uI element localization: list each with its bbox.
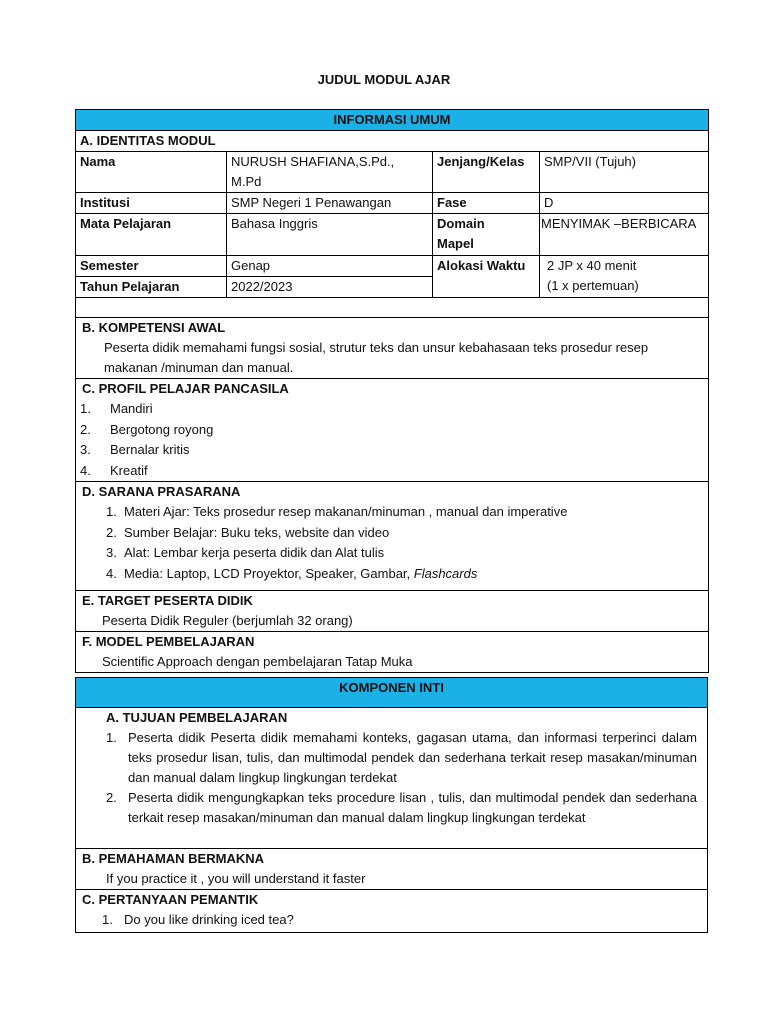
kompetensi-section: [76, 318, 709, 379]
profil-item: 4. Kreatif: [80, 462, 148, 478]
mapel-label: Mata Pelajaran: [76, 214, 227, 256]
pemahaman-text: If you practice it , you will understand it faster: [106, 871, 366, 886]
institusi-label: Institusi: [76, 193, 227, 214]
semester-label: Semester: [76, 256, 227, 277]
informasi-umum-header: INFORMASI UMUM: [76, 110, 709, 131]
domain-label-line2: Mapel: [437, 236, 474, 251]
tujuan-section: [76, 708, 708, 849]
alokasi-value: [540, 256, 709, 298]
profil-section: [76, 379, 709, 482]
domain-label: [433, 214, 540, 256]
sarana-item: 3. Alat: Lembar kerja peserta didik dan Alat tulis: [106, 545, 385, 560]
institusi-value: SMP Negeri 1 Penawangan: [227, 193, 433, 214]
profil-heading: C. PROFIL PELAJAR PANCASILA: [82, 381, 289, 396]
informasi-umum-table: [75, 109, 709, 673]
target-heading: E. TARGET PESERTA DIDIK: [82, 593, 253, 608]
mapel-value: Bahasa Inggris: [227, 214, 433, 256]
alokasi-label: Alokasi Waktu: [433, 256, 540, 298]
sarana-item: 4. Media: Laptop, LCD Proyektor, Speaker, Gambar, Flashcards: [106, 565, 478, 581]
komponen-inti-table: [75, 677, 708, 933]
nama-label: Nama: [76, 152, 227, 193]
pertanyaan-section: [76, 890, 708, 933]
tujuan-item: 2. Peserta didik mengungkapkan teks procedure lisan , tulis, dan multimodal pendek dan sederhana terkait resep masakan/minuman dan manual dalam lingkup lingkungan terdekat: [106, 790, 697, 825]
komponen-inti-header: KOMPONEN INTI: [76, 678, 708, 708]
document-title: JUDUL MODUL AJAR: [317, 72, 451, 87]
model-text: Scientific Approach dengan pembelajaran Tatap Muka: [102, 654, 413, 669]
alokasi-value-line1: 2 JP x 40 menit: [547, 258, 637, 273]
tujuan-heading: A. TUJUAN PEMBELAJARAN: [106, 710, 288, 725]
blank-row: [76, 298, 709, 318]
sarana-heading: D. SARANA PRASARANA: [82, 484, 241, 499]
kompetensi-heading: B. KOMPETENSI AWAL: [82, 320, 226, 335]
sarana-item: 1. Materi Ajar: Teks prosedur resep makanan/minuman , manual dan imperative: [106, 504, 568, 519]
sarana-section: [76, 482, 709, 591]
pemahaman-section: [76, 849, 708, 890]
tujuan-item: 1. Peserta didik Peserta didik memahami konteks, gagasan utama, dan informasi terperinci dalam teks prosedur lisan, tulis, dan multimodal pendek dan sederhana terkait resep masakan/minuman dan manual dalam lingkup lingkungan terdekat: [106, 730, 697, 785]
jenjang-value: SMP/VII (Tujuh): [540, 152, 709, 193]
kompetensi-line1: Peserta didik memahami fungsi sosial, strutur teks dan unsur kebahasaan teks prosedur resep: [104, 340, 649, 355]
profil-item: 2. Bergotong royong: [80, 421, 214, 437]
identitas-heading: A. IDENTITAS MODUL: [76, 131, 709, 152]
sarana-item: 2. Sumber Belajar: Buku teks, website dan video: [106, 524, 390, 540]
profil-item: 1. Mandiri: [80, 401, 153, 416]
domain-value: MENYIMAK –BERBICARA: [540, 214, 709, 256]
target-section: [76, 591, 709, 632]
pertanyaan-heading: C. PERTANYAAN PEMANTIK: [82, 892, 259, 907]
model-heading: F. MODEL PEMBELAJARAN: [82, 634, 255, 649]
domain-label-line1: Domain: [437, 216, 485, 231]
nama-value: NURUSH SHAFIANA,S.Pd., M.Pd: [227, 152, 433, 193]
alokasi-value-line2: (1 x pertemuan): [547, 278, 639, 293]
tahun-label: Tahun Pelajaran: [76, 277, 227, 298]
profil-item: 3. Bernalar kritis: [80, 442, 190, 457]
model-section: [76, 632, 709, 673]
target-text: Peserta Didik Reguler (berjumlah 32 orang): [102, 613, 353, 628]
pertanyaan-item: 1. Do you like drinking iced tea?: [102, 912, 294, 927]
fase-value: D: [540, 193, 709, 214]
tahun-value: 2022/2023: [227, 277, 433, 298]
semester-value: Genap: [227, 256, 433, 277]
jenjang-label: Jenjang/Kelas: [433, 152, 540, 193]
pemahaman-heading: B. PEMAHAMAN BERMAKNA: [82, 851, 264, 866]
kompetensi-line2: makanan /minuman dan manual.: [104, 360, 294, 375]
fase-label: Fase: [433, 193, 540, 214]
